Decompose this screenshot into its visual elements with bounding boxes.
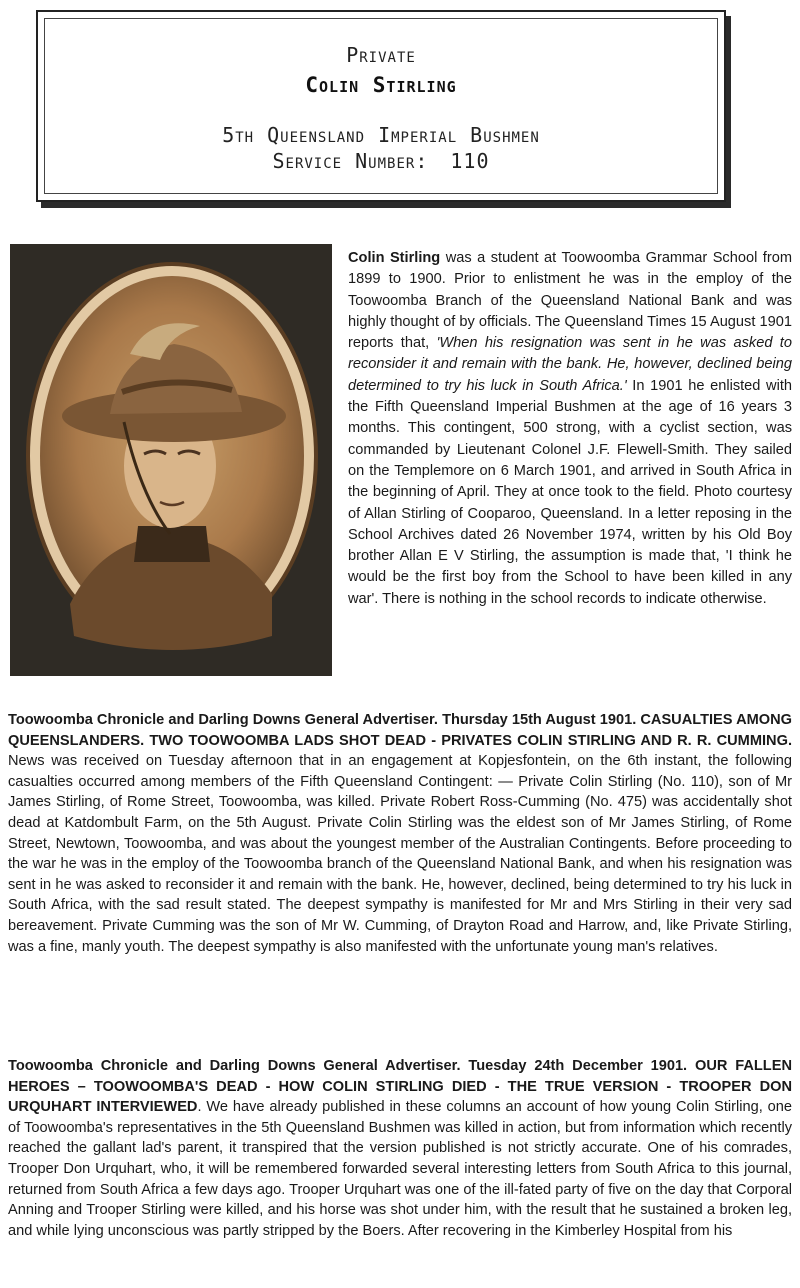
service-number-line	[45, 149, 717, 173]
service-number-value: 110	[450, 149, 490, 173]
bio-name: Colin Stirling	[348, 250, 441, 266]
biography-paragraph	[348, 248, 792, 610]
article-1-publication: Toowoomba Chronicle and Darling Downs General Advertiser. Thursday 15th August 1901.	[8, 712, 637, 728]
title-box	[36, 10, 726, 202]
unit-name: 5th Queensland Imperial Bushmen	[222, 123, 540, 147]
article-1-body: News was received on Tuesday afternoon that in an engagement at Kopjesfontein, on the 6th instant, the following casualties occurred among members of the Fifth Queensland Contingent: — Private Colin Stirling (No. 110), son of Mr James Stirling, of Rome Street, Toowoomba, was killed. Private Robert Ross-Cumming (No. 475) was accidentally shot dead at Katdombult Farm, on the 5th August. Private Colin Stirling was the eldest son of Mr James Stirling, of Rome Street, Newtown, Toowoomba, and was about the youngest member of the Australian Contingents. Before proceeding to the war he was in the employ of the Toowoomba branch of the Queensland National Bank, and when his resignation was sent in he was asked to reconsider it and remain with the bank. He, however, declined, being determined to try his luck in South Africa, with the sad result stated. The deepest sympathy is manifested for Mr and Mrs Stirling in their very sad bereavement. Private Cumming was the son of Mr W. Cumming, of Drayton Road and Harrow, and, like Private Stirling, was a fine, manly youth. The deepest sympathy is also manifested with the unfortunate young man's relatives.	[8, 753, 792, 955]
soldier-name: Colin Stirling	[305, 73, 457, 97]
title-box-inner	[44, 18, 718, 194]
soldier-portrait-icon	[10, 244, 332, 676]
article-2-headline: OUR FALLEN HEROES – TOOWOOMBA'S DEAD - HOW COLIN STIRLING DIED - THE TRUE VERSION - TROOPER DON URQUHART INTERVIEWED	[8, 1058, 792, 1116]
article-2-body: . We have already published in these columns an account of how young Colin Stirling, one of Toowoomba's representatives in the 5th Queensland Bushmen was killed in action, but from information which recently reached the gallant lad's parent, it transpired that the version published is not strictly accurate. One of his comrades, Trooper Don Urquhart, who, it will be remembered forwarded several interesting letters from South Africa to this journal, returned from South Africa a few days ago. Trooper Urquhart was one of the ill-fated party of five on the day that Corporal Anning and Trooper Stirling were killed, and his horse was shot under him, with the result that he sustained a broken leg, and while lying unconscious was partly stripped by the Boers. After recovering in the Kimberley Hospital from his	[8, 1099, 792, 1239]
bio-text-2: In 1901 he enlisted with the Fifth Queensland Imperial Bushmen at the age of 16 years 3 months. This contingent, 500 strong, with a cyclist section, was commanded by Lieutenant Colonel J.F. Flewell-Smith. They sailed on the Templemore on 6 March 1901, and arrived in South Africa in the beginning of April. They at once took to the field. Photo courtesy of Allan Stirling of Cooparoo, Queensland. In a letter reposing in the School Archives dated 26 November 1974, written by his Old Boy brother Allan E V Stirling, the assumption is made that, 'I think he would be the first boy from the School to have been killed in any war'. There is nothing in the school records to indicate otherwise.	[348, 377, 792, 607]
newspaper-article-2	[8, 1056, 792, 1241]
newspaper-article-1	[8, 710, 792, 957]
bio-quote: 'When his resignation was sent in he was asked to reconsider it and remain with the bank. He, however, declined being determined to try his luck in South Africa.'	[348, 335, 792, 394]
bio-text-1: was a student at Toowoomba Grammar School from 1899 to 1900. Prior to enlistment he was in the employ of the Toowoomba Branch of the Queensland National Bank and was highly thought of by officials. The Queensland Times 15 August 1901 reports that,	[348, 250, 792, 352]
portrait-photo	[10, 244, 332, 676]
service-number-label: Service Number:	[272, 149, 429, 173]
article-1-headline: CASUALTIES AMONG QUEENSLANDERS. TWO TOOWOOMBA LADS SHOT DEAD - PRIVATES COLIN STIRLING AND R. R. CUMMING.	[8, 712, 793, 749]
rank-label: Private	[346, 43, 416, 67]
article-2-publication: Toowoomba Chronicle and Darling Downs General Advertiser. Tuesday 24th December 1901.	[8, 1058, 688, 1074]
